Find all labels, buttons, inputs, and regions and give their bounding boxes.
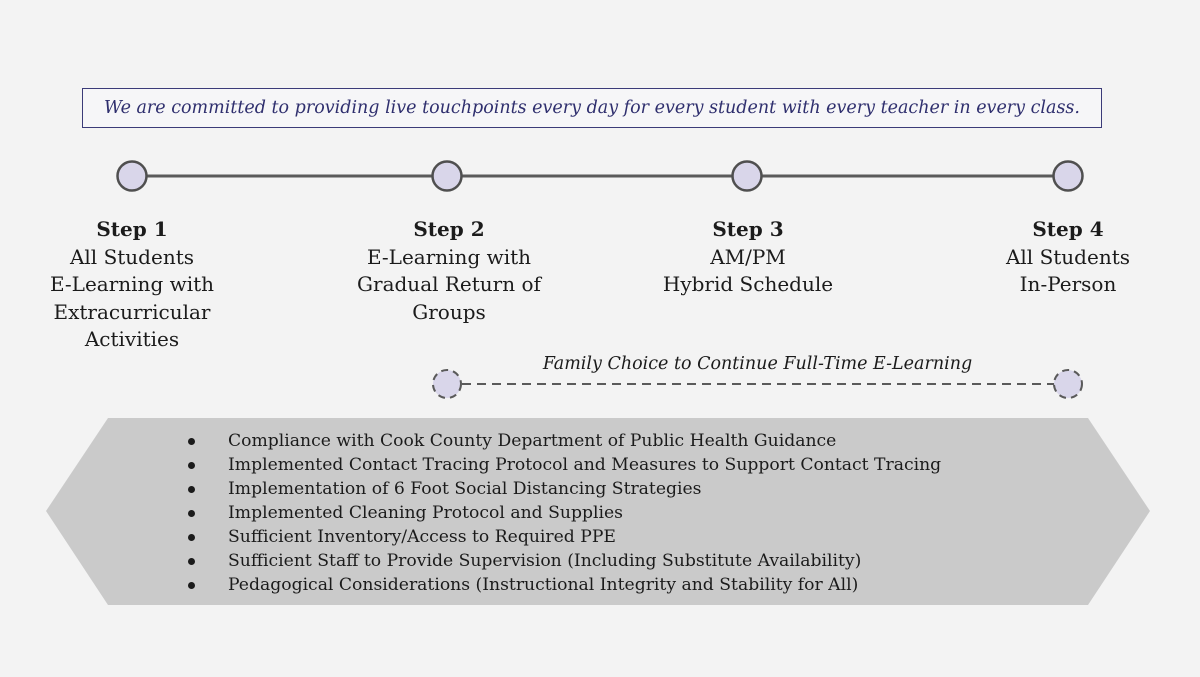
step-1-line-3: Extracurricular [53, 299, 211, 324]
timeline-node-step-4 [1054, 162, 1083, 191]
bullet-icon [188, 510, 195, 517]
step-3-line-2: Hybrid Schedule [662, 272, 834, 296]
criteria-item-text: Implementation of 6 Foot Social Distancing Strategies [228, 479, 702, 499]
family-choice-node-end [1054, 370, 1082, 398]
bullet-icon [188, 558, 195, 565]
step-2-line-1: E-Learning with [366, 244, 532, 269]
step-4-line-2: In-Person [1019, 272, 1117, 296]
commitment-text: We are committed to providing live touchpoints every day for every student with every teacher in every class. [104, 98, 1080, 118]
criteria-item-text: Pedagogical Considerations (Instructional Integrity and Stability for All) [228, 575, 859, 595]
step-2-title: Step 2 [413, 217, 485, 241]
criteria-item [180, 429, 941, 453]
bullet-icon [188, 534, 195, 541]
step-2 [329, 216, 569, 326]
family-choice-node-start [433, 370, 461, 398]
criteria-list [180, 429, 941, 597]
step-4-line-1: All Students [1005, 244, 1131, 269]
step-1-line-1: All Students [69, 244, 195, 269]
criteria-item [180, 501, 941, 525]
bullet-icon [188, 486, 195, 493]
timeline-node-step-3 [733, 162, 762, 191]
step-1-title: Step 1 [96, 217, 168, 241]
criteria-item [180, 525, 941, 549]
criteria-item-text: Implemented Cleaning Protocol and Supplies [228, 503, 623, 523]
criteria-item [180, 549, 941, 573]
family-choice-label: Family Choice to Continue Full-Time E-Learning [542, 354, 973, 374]
step-3-title: Step 3 [712, 217, 784, 241]
step-2-line-2: Gradual Return of [357, 272, 541, 296]
step-1-line-4: Activities [84, 327, 180, 351]
criteria-item [180, 477, 941, 501]
criteria-item [180, 453, 941, 477]
step-1-line-2: E-Learning with [49, 272, 215, 296]
timeline-node-step-2 [433, 162, 462, 191]
step-3-line-1: AM/PM [710, 244, 786, 269]
step-3 [628, 216, 868, 299]
step-4-title: Step 4 [1032, 217, 1104, 241]
step-4 [948, 216, 1188, 299]
criteria-item-text: Compliance with Cook County Department of Public Health Guidance [228, 431, 837, 451]
criteria-item [180, 573, 941, 597]
criteria-item-text: Sufficient Inventory/Access to Required PPE [228, 527, 616, 547]
step-1 [12, 216, 252, 354]
bullet-icon [188, 582, 195, 589]
step-2-line-3: Groups [412, 299, 486, 324]
bullet-icon [188, 462, 195, 469]
timeline-node-step-1 [118, 162, 147, 191]
criteria-item-text: Sufficient Staff to Provide Supervision (Including Substitute Availability) [228, 551, 862, 571]
bullet-icon [188, 438, 195, 445]
criteria-item-text: Implemented Contact Tracing Protocol and Measures to Support Contact Tracing [228, 455, 942, 475]
